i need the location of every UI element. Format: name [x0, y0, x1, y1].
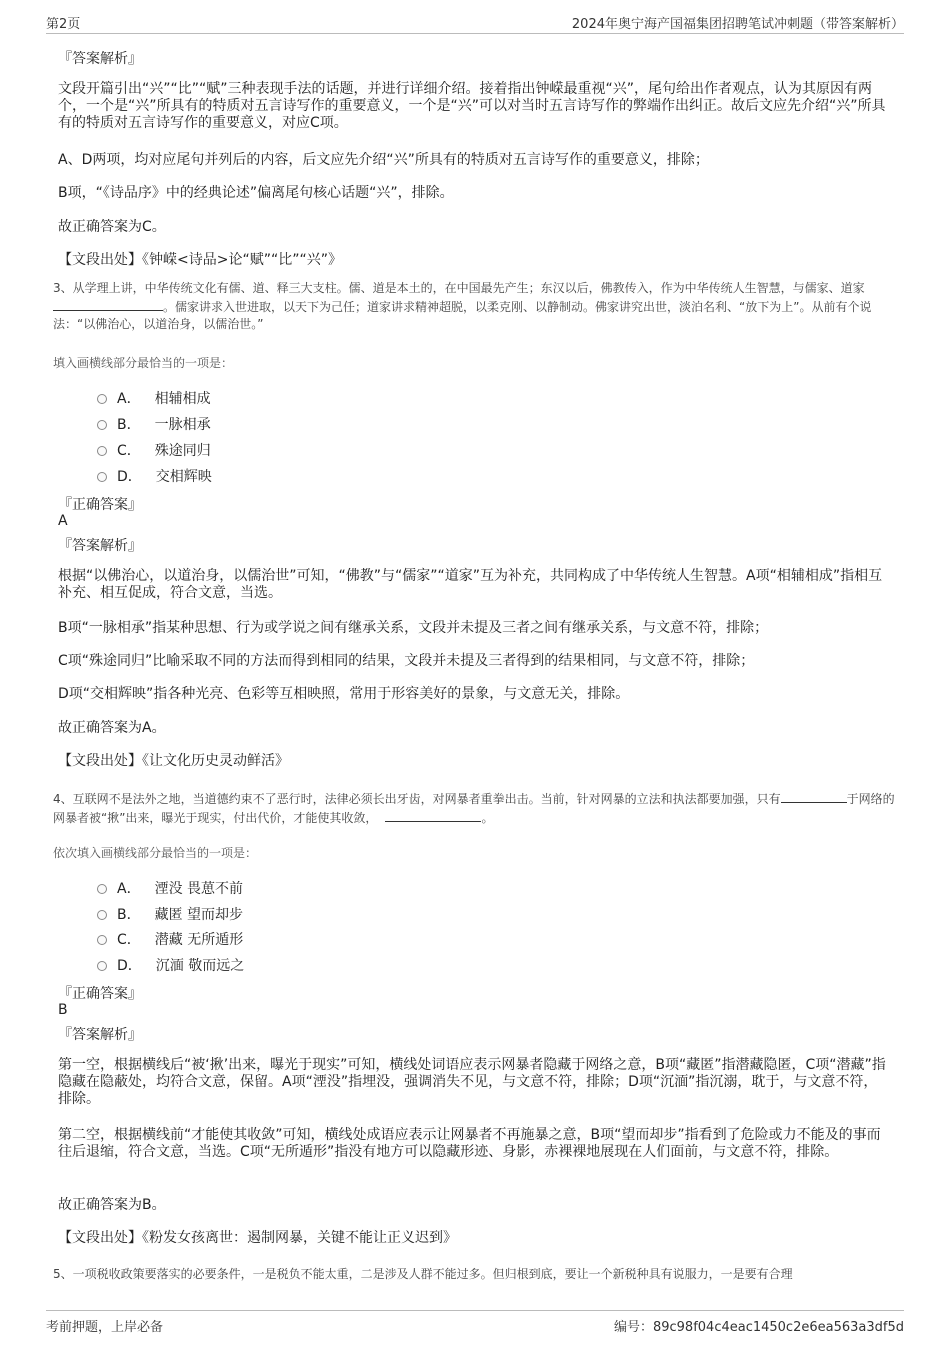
q3-conclusion: 故正确答案为A。 — [58, 720, 166, 736]
radio-icon[interactable] — [97, 910, 107, 920]
q3-analysis-para2: B项“一脉相承”指某种思想、行为或学说之间有继承关系，文段并未提及三者之间有继承关系，与文意不符，排除； — [58, 620, 769, 636]
q2-analysis-para1: 文段开篇引出“兴”“比”“赋”三种表现手法的话题，并进行详细介绍。接着指出钟嵘最重视“兴”，尾句给出作者观点，认为其原因有两个，一个是“兴”所具有的特质对五言诗写作的重要意义，一个是“兴”可以对当时五言诗写作的弊端作出纠正。故后文应先介绍“兴”所具有的特质对五言诗写作的重要意义，对应C项。 — [58, 81, 886, 131]
q4-stem-b: 于网络的网暴者被“揪”出来，曝光于现实，付出代价，才能使其收敛， — [53, 792, 895, 825]
option-letter: B． — [117, 907, 141, 923]
q4-analysis-label: 『答案解析』 — [58, 1027, 142, 1043]
q2-conclusion: 故正确答案为C。 — [58, 219, 166, 235]
option-text: 沉湎 敬而远之 — [155, 958, 245, 974]
option-text: 湮没 畏葸不前 — [154, 881, 244, 897]
option-letter: D． — [117, 469, 142, 485]
q3-stem-after: 。儒家讲求入世进取，以天下为己任；道家讲求精神超脱，以柔克刚、以静制动。佛家讲究出世，淡泊名利、“放下为上”。从前有个说法：“以佛治心，以道治身，以儒治世。” — [53, 299, 872, 331]
radio-icon[interactable] — [97, 446, 107, 456]
q4-blank-2 — [385, 809, 481, 822]
q2-analysis-para2: A、D两项，均对应尾句并列后的内容，后文应先介绍“兴”所具有的特质对五言诗写作的重要意义，排除； — [58, 152, 709, 168]
page-header — [46, 13, 904, 34]
q3-instruction: 填入画横线部分最恰当的一项是： — [53, 356, 234, 370]
radio-icon[interactable] — [97, 935, 107, 945]
q4-stem-c: 。 — [481, 810, 494, 825]
q3-option-d[interactable] — [97, 466, 212, 486]
option-text: 殊途同归 — [154, 443, 211, 459]
document-title: 2024年奥宁海产国福集团招聘笔试冲刺题（带答案解析） — [571, 17, 904, 32]
q4-analysis-para2: 第二空，根据横线前“才能使其收敛”可知，横线处成语应表示让网暴者不再施暴之意，B项“望而却步”指看到了危险或力不能及的事而往后退缩，符合文意，当选。C项“无所遁形”指没有地方可以隐藏形迹、身影，赤裸裸地展现在人们面前，与文意不符，排除。 — [58, 1127, 881, 1160]
option-letter: B． — [117, 417, 141, 433]
q4-source: 【文段出处】《粉发女孩离世：遏制网暴，关键不能让正义迟到》 — [58, 1230, 457, 1246]
q3-stem-before: 3、从学理上讲，中华传统文化有儒、道、释三大支柱。儒、道是本土的，在中国最先产生；东汉以后，佛教传入，作为中华传统人生智慧，与儒家、道家 — [53, 281, 865, 295]
q3-answer-label: 『正确答案』 — [58, 497, 142, 513]
q2-source: 【文段出处】《钟嵘<诗品>论“赋”“比”“兴”》 — [58, 252, 342, 268]
q4-stem — [53, 790, 898, 827]
q3-answer: A — [58, 513, 68, 529]
option-text: 一脉相承 — [154, 417, 211, 433]
q4-conclusion: 故正确答案为B。 — [58, 1197, 166, 1213]
option-text: 相辅相成 — [154, 391, 211, 407]
q4-instruction: 依次填入画横线部分最恰当的一项是： — [53, 846, 258, 860]
q4-answer-label: 『正确答案』 — [58, 986, 142, 1002]
footer-slogan: 考前押题，上岸必备 — [46, 1320, 164, 1335]
q3-analysis-para1: 根据“以佛治心，以道治身，以儒治世”可知，“佛教”与“儒家”“道家”互为补充，共同构成了中华传统人生智慧。A项“相辅相成”指相互补充、相互促成，符合文意，当选。 — [58, 568, 883, 601]
q5-stem: 5、一项税收政策要落实的必要条件，一是税负不能太重，二是涉及人群不能过多。但归根到底，要让一个新税种具有说服力，一是要有合理 — [53, 1267, 793, 1281]
option-text: 藏匿 望而却步 — [154, 907, 244, 923]
page-footer — [46, 1310, 904, 1335]
q4-blank-1 — [781, 790, 847, 803]
q4-answer: B — [58, 1002, 68, 1018]
option-letter: A． — [117, 881, 141, 897]
option-letter: C． — [117, 932, 141, 948]
q4-option-a[interactable] — [97, 878, 243, 898]
radio-icon[interactable] — [97, 884, 107, 894]
q3-analysis-label: 『答案解析』 — [58, 538, 142, 554]
q3-stem — [53, 280, 898, 334]
radio-icon[interactable] — [97, 961, 107, 971]
q4-option-b[interactable] — [97, 904, 243, 924]
q2-analysis-label: 『答案解析』 — [58, 51, 142, 67]
q4-option-d[interactable] — [97, 955, 244, 975]
option-letter: D． — [117, 958, 142, 974]
q4-stem-a: 4、互联网不是法外之地，当道德约束不了恶行时，法律必须长出牙齿，对网暴者重拳出击。当前，针对网暴的立法和执法都要加强，只有 — [53, 792, 781, 806]
page-number: 第2页 — [46, 17, 81, 32]
option-text: 潜藏 无所遁形 — [154, 932, 244, 948]
option-letter: A． — [117, 391, 141, 407]
q3-option-a[interactable] — [97, 388, 211, 408]
radio-icon[interactable] — [97, 472, 107, 482]
q3-blank — [53, 298, 163, 311]
q3-option-b[interactable] — [97, 414, 211, 434]
q4-analysis-para1: 第一空，根据横线后“被‘揪’出来，曝光于现实”可知，横线处词语应表示网暴者隐藏于网络之意，B项“藏匿”指潜藏隐匿，C项“潜藏”指隐藏在隐蔽处，均符合文意，保留。A项“湮没”指埋没，强调消失不见，与文意不符，排除；D项“沉湎”指沉溺，耽于，与文意不符，排除。 — [58, 1057, 886, 1107]
q3-source: 【文段出处】《让文化历史灵动鲜活》 — [58, 753, 289, 769]
option-letter: C． — [117, 443, 141, 459]
q3-analysis-para4: D项“交相辉映”指各种光亮、色彩等互相映照，常用于形容美好的景象，与文意无关，排除。 — [58, 686, 630, 702]
q4-option-c[interactable] — [97, 929, 243, 949]
document-code: 编号：89c98f04c4eac1450c2e6ea563a3df5d — [613, 1320, 904, 1335]
q3-analysis-para3: C项“殊途同归”比喻采取不同的方法而得到相同的结果，文段并未提及三者得到的结果相同，与文意不符，排除； — [58, 653, 755, 669]
q3-option-c[interactable] — [97, 440, 211, 460]
radio-icon[interactable] — [97, 394, 107, 404]
radio-icon[interactable] — [97, 420, 107, 430]
q2-analysis-para3: B项，“《诗品序》中的经典论述”偏离尾句核心话题“兴”，排除。 — [58, 185, 454, 201]
option-text: 交相辉映 — [155, 469, 212, 485]
